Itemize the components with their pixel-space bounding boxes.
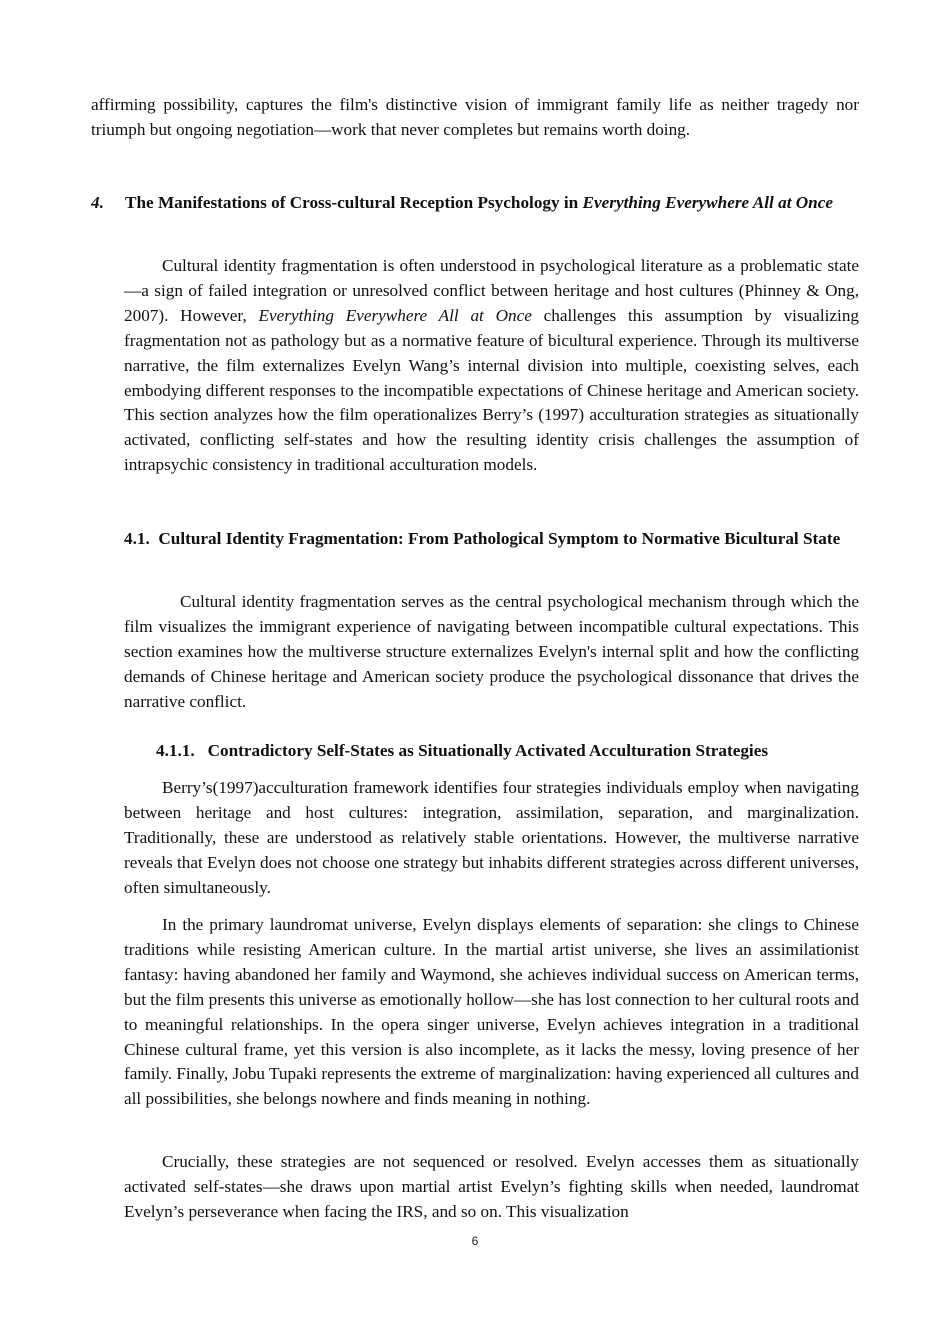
section-4-para-film: Everything Everywhere All at Once <box>258 305 532 325</box>
section-4-1-1-number: 4.1.1. <box>156 741 195 760</box>
section-4-1-number: 4.1. <box>124 529 150 548</box>
section-4-1-1-para-1-text: Berry’s(1997)acculturation framework identifies four strategies individuals employ when navigating between heritage and host cultures: integration, assimilation, separation, and marginalization. Traditionally, these are understood as relatively stable orientations. However, the multiverse narrative reveals that Evelyn does not choose one strategy but inhabits different strategies across different universes, often simultaneously. <box>124 778 859 897</box>
section-4-1-1-para-3-text: Crucially, these strategies are not sequenced or resolved. Evelyn accesses them as situationally activated self-states—she draws upon martial artist Evelyn’s fighting skills when needed, laundromat Evelyn’s perseverance when facing the IRS, and so on. This visualization <box>124 1152 859 1221</box>
section-4-paragraph <box>124 254 859 478</box>
section-4-title-film: Everything Everywhere All at Once <box>582 193 833 212</box>
page-number: 6 <box>471 1234 479 1248</box>
section-4-1-1-para-2-text: In the primary laundromat universe, Evelyn displays elements of separation: she clings to Chinese traditions while resisting American culture. In the martial artist universe, she lives an assimilationist fantasy: having abandoned her family and Waymond, she achieves individual success on American terms, but the film presents this universe as emotionally hollow—she has lost connection to her cultural roots and to meaningful relationships. In the opera singer universe, Evelyn achieves integration in a traditional Chinese cultural frame, yet this version is also incomplete, as it lacks the messy, loving presence of her family. Finally, Jobu Tupaki represents the extreme of marginalization: having experienced all cultures and all possibilities, she belongs nowhere and finds meaning in nothing. <box>124 915 859 1109</box>
section-4-heading <box>91 191 859 216</box>
section-4-1-1-paragraph-3 <box>124 1150 859 1225</box>
continuation-paragraph <box>91 93 859 143</box>
section-4-1-1-title: Contradictory Self-States as Situationally Activated Acculturation Strategies <box>207 741 769 760</box>
continuation-text: affirming possibility, captures the film's distinctive vision of immigrant family life as neither tragedy nor triumph but ongoing negotiation—work that never completes but remains worth doing. <box>91 95 859 139</box>
section-4-1-heading <box>124 527 894 552</box>
section-4-number: 4. <box>91 193 104 212</box>
section-4-1-1-heading <box>156 739 859 764</box>
section-4-1-1-paragraph-1 <box>124 776 859 901</box>
section-4-title: The Manifestations of Cross-cultural Reception Psychology in <box>125 193 583 212</box>
section-4-para-a: Cultural identity fragmentation is often understood in psychological literature as a problematic state—a sign of failed integration or unresolved conflict between heritage and host cultures (Phinney & Ong, 2007). However, <box>124 256 859 325</box>
section-4-1-1-paragraph-2 <box>124 913 859 1112</box>
section-4-1-para-text: Cultural identity fragmentation serves as the central psychological mechanism through which the film visualizes the immigrant experience of navigating between incompatible cultural expectations. This section examines how the multiverse structure externalizes Evelyn's internal split and how the conflicting demands of Chinese heritage and American society produce the psychological dissonance that drives the narrative conflict. <box>124 592 859 711</box>
section-4-1-paragraph <box>124 590 859 715</box>
section-4-para-b: challenges this assumption by visualizing fragmentation not as pathology but as a normative feature of bicultural experience. Through its multiverse narrative, the film externalizes Evelyn Wang’s internal division into multiple, coexisting selves, each embodying different responses to the incompatible expectations of Chinese heritage and American society. This section analyzes how the film operationalizes Berry’s (1997) acculturation strategies as situationally activated, conflicting self-states and how the resulting identity crisis challenges the assumption of intrapsychic consistency in traditional acculturation models. <box>124 305 860 475</box>
section-4-1-title: Cultural Identity Fragmentation: From Pathological Symptom to Normative Bicultural State <box>158 529 841 548</box>
